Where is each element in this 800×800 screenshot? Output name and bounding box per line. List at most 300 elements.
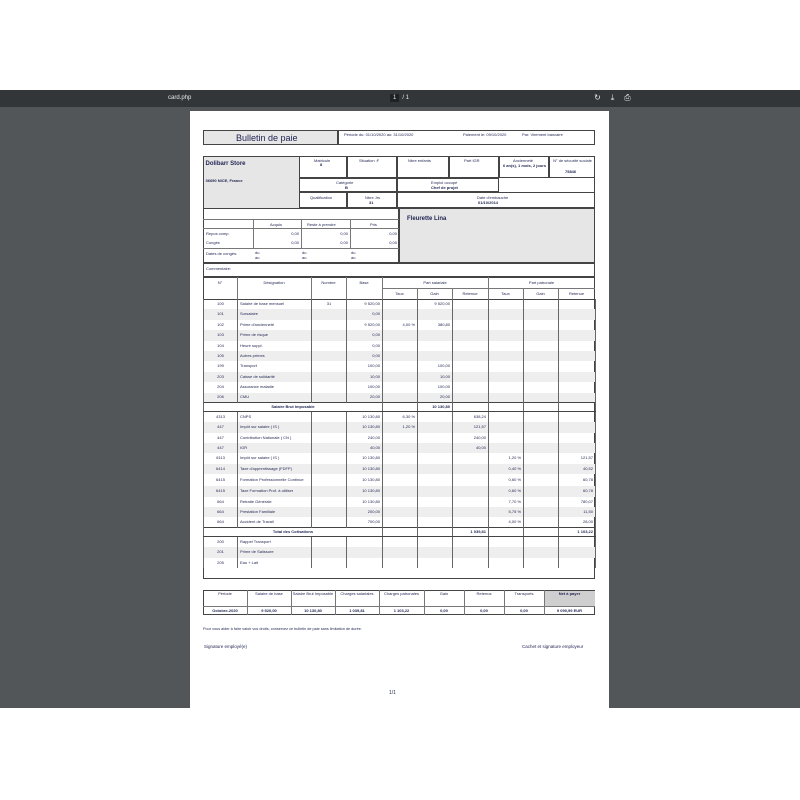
print-icon[interactable]: ⎙: [624, 93, 631, 102]
table-cell-nombre: [312, 453, 347, 463]
employer-box: [204, 157, 300, 208]
table-cell-des: CNPS: [238, 412, 312, 422]
total-value: [418, 528, 453, 537]
table-row: [204, 393, 596, 403]
table-cell-num: 100: [204, 299, 238, 309]
total-label: Salaire Brut Imposable: [204, 403, 383, 412]
table-cell-gain: [418, 309, 453, 319]
table-cell-tp: [489, 372, 524, 382]
table-cell-base: 10 130,80: [347, 453, 383, 463]
table-row: [204, 537, 596, 547]
table-cell-ts: 6,30 %: [383, 412, 418, 422]
table-cell-gp: [524, 433, 559, 443]
table-cell-base: 9 520,00: [347, 299, 383, 309]
total-value: [383, 528, 418, 537]
table-cell-gain: [418, 433, 453, 443]
table-cell-des: Taxe Formation Prof. à utiliser: [238, 486, 312, 496]
table-cell-des: Prime de Salissure: [238, 547, 312, 557]
table-cell-gain: 380,80: [418, 320, 453, 330]
table-row: [204, 517, 596, 527]
table-row: [204, 372, 596, 382]
table-cell-tp: 5,75 %: [489, 507, 524, 517]
table-cell-rp: 28,00: [559, 517, 596, 527]
table-cell-num: 447: [204, 422, 238, 432]
conges-row-label: Repos comp.: [206, 231, 230, 236]
table-cell-tp: [489, 547, 524, 557]
periode-text: Période du: 01/10/2020 au: 31/10/2020: [344, 132, 414, 137]
table-cell-base: 700,00: [347, 517, 383, 527]
table-cell-des: Sursalaire: [238, 309, 312, 319]
table-cell-gain: [418, 412, 453, 422]
table-cell-nombre: [312, 351, 347, 361]
table-cell-rs: [453, 474, 489, 486]
categorie-cell: Catégorie B: [299, 178, 397, 192]
employee-box: [399, 208, 595, 263]
table-cell-ts: [383, 351, 418, 361]
table-cell-nombre: [312, 341, 347, 351]
table-row: [204, 361, 596, 371]
table-cell-ts: [383, 443, 418, 453]
summary-header: Net à payer: [544, 591, 595, 606]
table-cell-gain: [418, 486, 453, 496]
table-row: [204, 412, 596, 422]
table-cell-base: 9 520,00: [347, 320, 383, 330]
col-header-num: N°: [217, 280, 223, 285]
table-cell-des: CMU: [238, 393, 312, 403]
table-cell-nombre: 31: [312, 299, 347, 309]
table-cell-ts: [383, 309, 418, 319]
table-cell-rp: [559, 382, 596, 392]
table-row: [204, 320, 596, 330]
summary-value: 10 130,80: [304, 608, 322, 613]
table-cell-gp: [524, 453, 559, 463]
col-header-designation: Désignation: [263, 280, 285, 285]
summary-value: 1 039,81: [349, 608, 365, 613]
table-cell-rp: [559, 537, 596, 547]
table-cell-des: Taxe d'apprentissage (FDFP): [238, 464, 312, 474]
table-cell-rs: [453, 330, 489, 340]
summary-value: 0,00: [480, 608, 488, 613]
table-row: [204, 507, 596, 517]
summary-value: 9 090,99 EUR: [556, 608, 583, 613]
table-cell-rs: [453, 537, 489, 547]
table-cell-ts: [383, 393, 418, 403]
paiement-text: Paiement le: 09/10/2020: [463, 132, 507, 137]
table-cell-gain: 20,00: [418, 393, 453, 403]
table-cell-gp: [524, 537, 559, 547]
table-cell-tp: [489, 330, 524, 340]
table-cell-tp: 4,00 %: [489, 517, 524, 527]
secu-cell: N° de sécurité sociale 75846: [549, 156, 595, 178]
table-cell-nombre: [312, 433, 347, 443]
table-cell-rp: 60,78: [559, 474, 596, 486]
table-cell-tp: [489, 422, 524, 432]
table-cell-rs: [453, 320, 489, 330]
download-icon[interactable]: ⤓: [610, 93, 615, 102]
table-cell-ts: 4,00 %: [383, 320, 418, 330]
commentaire-label: Commentaire:: [206, 266, 232, 271]
table-cell-des: Contribution Nationale ( CN ): [238, 433, 312, 443]
table-cell-num: 206: [204, 393, 238, 403]
table-cell-tp: [489, 309, 524, 319]
table-cell-rp: [559, 443, 596, 453]
table-cell-base: 10 130,80: [347, 412, 383, 422]
table-cell-rs: [453, 393, 489, 403]
table-row: [204, 330, 596, 340]
table-row: [204, 497, 596, 507]
table-cell-nombre: [312, 507, 347, 517]
table-cell-rs: [453, 507, 489, 517]
employer-name: Dolibarr Store: [205, 160, 246, 167]
table-cell-num: 201: [204, 547, 238, 557]
table-cell-gain: [418, 330, 453, 340]
table-cell-num: 664: [204, 497, 238, 507]
table-cell-gp: [524, 497, 559, 507]
table-row: [204, 341, 596, 351]
table-cell-des: Rappel Transport: [238, 537, 312, 547]
table-cell-nombre: [312, 517, 347, 527]
col-header-taux: Taux: [395, 291, 404, 296]
table-cell-rp: [559, 558, 596, 568]
table-cell-des: Autres primes: [238, 351, 312, 361]
table-cell-ts: [383, 547, 418, 557]
table-cell-tp: [489, 351, 524, 361]
table-cell-nombre: [312, 412, 347, 422]
table-cell-des: Assurance maladie: [238, 382, 312, 392]
table-cell-gain: [418, 422, 453, 432]
table-cell-ts: [383, 507, 418, 517]
table-cell-base: 100,00: [347, 361, 383, 371]
period-box: [338, 130, 595, 145]
table-cell-gp: [524, 372, 559, 382]
table-cell-rs: [453, 486, 489, 496]
table-cell-tp: [489, 537, 524, 547]
table-cell-rs: [453, 453, 489, 463]
toolbar-actions: [593, 93, 632, 103]
table-row: [204, 547, 596, 557]
table-row: [204, 443, 596, 453]
total-value: [383, 403, 418, 412]
table-cell-base: 10,00: [347, 372, 383, 382]
total-value: 1 103,22: [559, 528, 596, 537]
table-cell-base: 100,00: [347, 382, 383, 392]
table-cell-num: 6415: [204, 474, 238, 486]
col-header-part-salariale: Part salariale: [423, 280, 447, 285]
table-cell-rs: [453, 558, 489, 568]
table-cell-rs: 121,57: [453, 422, 489, 432]
table-cell-rs: [453, 517, 489, 527]
jours-cell: Nbre Jrs 31: [347, 192, 397, 208]
table-cell-ts: [383, 330, 418, 340]
table-cell-des: Eau + Lait: [238, 558, 312, 568]
table-cell-num: 6415: [204, 486, 238, 496]
table-cell-ts: 1,20 %: [383, 422, 418, 432]
table-cell-ts: [383, 497, 418, 507]
summary-header: Charges salariales: [340, 590, 374, 596]
total-label: Total des Cotisations: [204, 528, 383, 537]
table-cell-base: 20,00: [347, 393, 383, 403]
summary-value: Octobre-2020: [212, 608, 238, 613]
table-cell-num: 199: [204, 361, 238, 371]
table-cell-gain: 100,00: [418, 361, 453, 371]
legal-note: Pour vous aider à faire valoir vos droits, conservez ce bulletin de paie sans limitation de durée.: [203, 627, 362, 631]
table-cell-tp: [489, 299, 524, 309]
table-cell-gain: [418, 351, 453, 361]
table-row: [204, 558, 596, 568]
table-cell-tp: 0,60 %: [489, 486, 524, 496]
table-cell-gain: [418, 537, 453, 547]
table-cell-des: Impôt sur salaire ( IS ): [238, 422, 312, 432]
table-cell-des: IGR: [238, 443, 312, 453]
summary-value: 9 520,00: [261, 608, 277, 613]
table-cell-rp: [559, 547, 596, 557]
table-cell-rs: [453, 547, 489, 557]
table-cell-nombre: [312, 320, 347, 330]
table-cell-gp: [524, 330, 559, 340]
table-cell-base: 10 130,80: [347, 486, 383, 496]
igr-cell: Part IGR: [449, 156, 499, 178]
table-cell-num: 105: [204, 351, 238, 361]
table-cell-ts: [383, 537, 418, 547]
summary-header: Retenus: [476, 590, 492, 596]
table-cell-tp: [489, 382, 524, 392]
table-cell-gp: [524, 351, 559, 361]
table-cell-gain: 9 520,00: [418, 299, 453, 309]
rotate-icon[interactable]: ↻: [594, 93, 601, 102]
table-cell-rs: [453, 299, 489, 309]
table-cell-gp: [524, 412, 559, 422]
table-cell-gp: [524, 474, 559, 486]
table-cell-ts: [383, 474, 418, 486]
table-cell-gp: [524, 507, 559, 517]
col-header-retenue: Retenue: [462, 291, 478, 296]
table-cell-gain: [418, 507, 453, 517]
table-cell-base: 0,00: [347, 341, 383, 351]
table-cell-nombre: [312, 361, 347, 371]
table-cell-rp: 40,52: [559, 464, 596, 474]
col-header-part-patronale: Part patronale: [528, 280, 555, 285]
summary-header: Salaire de base: [255, 590, 283, 596]
summary-header: Charges patronales: [384, 590, 419, 596]
qualification-cell: Qualification: [299, 192, 347, 208]
table-cell-base: [347, 558, 383, 568]
file-name: card.php: [168, 95, 192, 101]
table-cell-gain: [418, 517, 453, 527]
table-cell-base: 0,00: [347, 330, 383, 340]
table-cell-num: 447: [204, 443, 238, 453]
summary-value: 1 103,22: [393, 608, 410, 613]
table-cell-ts: [383, 372, 418, 382]
title-box: [203, 130, 338, 145]
table-cell-rp: 780,07: [559, 497, 596, 507]
table-cell-nombre: [312, 486, 347, 496]
table-cell-rp: 60,78: [559, 486, 596, 496]
table-cell-num: 6113: [204, 453, 238, 463]
table-cell-rs: [453, 361, 489, 371]
table-cell-num: 101: [204, 309, 238, 319]
table-cell-rp: [559, 341, 596, 351]
total-value: [489, 403, 524, 412]
table-cell-num: 6414: [204, 464, 238, 474]
table-cell-gp: [524, 547, 559, 557]
table-cell-gp: [524, 464, 559, 474]
table-cell-tp: [489, 558, 524, 568]
table-cell-gp: [524, 443, 559, 453]
table-cell-num: 664: [204, 507, 238, 517]
table-cell-des: Prestation Familiale: [238, 507, 312, 517]
table-cell-gp: [524, 361, 559, 371]
table-cell-rs: [453, 382, 489, 392]
table-cell-ts: [383, 486, 418, 496]
matricule-cell: Matricule 8: [299, 156, 347, 178]
total-value: [453, 403, 489, 412]
conges-header-acquis: Acquis: [270, 222, 283, 227]
table-cell-rs: [453, 351, 489, 361]
table-cell-tp: [489, 443, 524, 453]
table-cell-ts: [383, 464, 418, 474]
table-cell-ts: [383, 433, 418, 443]
table-cell-tp: [489, 361, 524, 371]
table-cell-rp: [559, 299, 596, 309]
table-cell-des: Accident de Travail: [238, 517, 312, 527]
table-cell-tp: [489, 393, 524, 403]
table-cell-rs: 638,24: [453, 412, 489, 422]
table-cell-base: 40,00: [347, 443, 383, 453]
table-cell-tp: 1,20 %: [489, 453, 524, 463]
table-cell-tp: 7,70 %: [489, 497, 524, 507]
col-header-gain: Gain: [536, 291, 545, 296]
table-cell-des: Impôt sur salaire ( IS ): [238, 453, 312, 463]
table-cell-des: Prime d'ancienneté: [238, 320, 312, 330]
table-cell-num: 203: [204, 372, 238, 382]
col-header-taux: Taux: [501, 291, 510, 296]
table-row: [204, 464, 596, 474]
table-cell-nombre: [312, 547, 347, 557]
page-title: Bulletin de paie: [236, 133, 298, 143]
embauche-cell: Date d'embauche 01/10/2014: [397, 192, 595, 208]
table-cell-rs: 40,00: [453, 443, 489, 453]
table-cell-nombre: [312, 372, 347, 382]
table-row: [204, 453, 596, 463]
summary-header: Salaire Brut Imposable: [292, 590, 334, 596]
enfants-cell: Nbre enfants: [397, 156, 449, 178]
col-header-base: Base: [359, 280, 369, 285]
table-cell-ts: [383, 558, 418, 568]
table-cell-rp: [559, 320, 596, 330]
table-cell-rp: [559, 330, 596, 340]
payroll-table: [203, 299, 596, 568]
dates-conges-label: Dates de congés:: [206, 251, 238, 256]
table-cell-rs: [453, 372, 489, 382]
table-cell-rp: 11,50: [559, 507, 596, 517]
table-cell-num: 103: [204, 330, 238, 340]
table-cell-tp: [489, 320, 524, 330]
viewer-toolbar: [0, 90, 800, 107]
page-number-input[interactable]: 1: [390, 94, 399, 102]
table-cell-base: 240,00: [347, 433, 383, 443]
table-cell-base: 0,00: [347, 351, 383, 361]
table-cell-des: Heure suppl.: [238, 341, 312, 351]
table-cell-rp: [559, 309, 596, 319]
table-cell-num: 200: [204, 537, 238, 547]
table-cell-nombre: [312, 330, 347, 340]
table-cell-base: 0,00: [347, 309, 383, 319]
par-text: Par: Virement bancaire: [522, 132, 563, 137]
table-cell-rp: [559, 393, 596, 403]
table-cell-nombre: [312, 382, 347, 392]
employee-name: Fleurette Lina: [407, 216, 447, 222]
total-value: [559, 403, 596, 412]
table-cell-rs: [453, 309, 489, 319]
conges-header-reste: Reste à prendre: [307, 222, 336, 227]
signature-employee: Signature employé(e): [204, 644, 248, 649]
table-row: [204, 351, 596, 361]
table-cell-ts: [383, 299, 418, 309]
signature-employer: Cachet et signature employeur: [522, 644, 584, 649]
table-row: [204, 309, 596, 319]
table-cell-rs: 240,00: [453, 433, 489, 443]
emploi-cell: Emploi occupé Chef de projet: [397, 178, 499, 192]
commentaire-box: [203, 263, 595, 277]
table-cell-base: 10 130,80: [347, 422, 383, 432]
summary-header: Gain: [439, 590, 449, 596]
table-cell-nombre: [312, 537, 347, 547]
table-cell-rs: [453, 497, 489, 507]
table-cell-gp: [524, 309, 559, 319]
situation-cell: Situation :F: [347, 156, 397, 178]
table-cell-des: Formation Professionnelle Continue: [238, 474, 312, 486]
employer-address: 36690 NICE, France: [205, 177, 243, 183]
page-indicator: [390, 94, 409, 102]
table-cell-num: 447: [204, 433, 238, 443]
table-cell-gain: [418, 474, 453, 486]
table-cell-gp: [524, 299, 559, 309]
table-cell-nombre: [312, 309, 347, 319]
table-cell-gp: [524, 422, 559, 432]
table-cell-nombre: [312, 497, 347, 507]
table-cell-base: 10 130,80: [347, 464, 383, 474]
summary-header: Période: [218, 590, 232, 596]
table-cell-gain: [418, 453, 453, 463]
table-cell-base: [347, 537, 383, 547]
total-value: [489, 528, 524, 537]
table-cell-rp: [559, 361, 596, 371]
table-cell-gain: 10,00: [418, 372, 453, 382]
table-cell-rp: [559, 422, 596, 432]
table-cell-tp: 0,60 %: [489, 474, 524, 486]
anciennete-cell: Ancienneté 6 an(s), 1 mois, 2 jours: [499, 156, 549, 178]
table-cell-des: Prime de risque: [238, 330, 312, 340]
table-cell-gain: [418, 547, 453, 557]
total-value: 1 039,81: [453, 528, 489, 537]
table-cell-gp: [524, 341, 559, 351]
table-cell-base: 10 130,80: [347, 474, 383, 486]
table-cell-base: [347, 547, 383, 557]
table-cell-ts: [383, 341, 418, 351]
table-cell-ts: [383, 361, 418, 371]
table-cell-rs: [453, 341, 489, 351]
table-cell-tp: [489, 341, 524, 351]
table-cell-rp: 121,57: [559, 453, 596, 463]
table-cell-num: 205: [204, 558, 238, 568]
table-cell-nombre: [312, 558, 347, 568]
table-cell-gp: [524, 320, 559, 330]
table-cell-rp: [559, 433, 596, 443]
table-cell-num: 204: [204, 382, 238, 392]
table-row: [204, 474, 596, 486]
table-cell-rp: [559, 372, 596, 382]
summary-value: 0,00: [520, 608, 528, 613]
